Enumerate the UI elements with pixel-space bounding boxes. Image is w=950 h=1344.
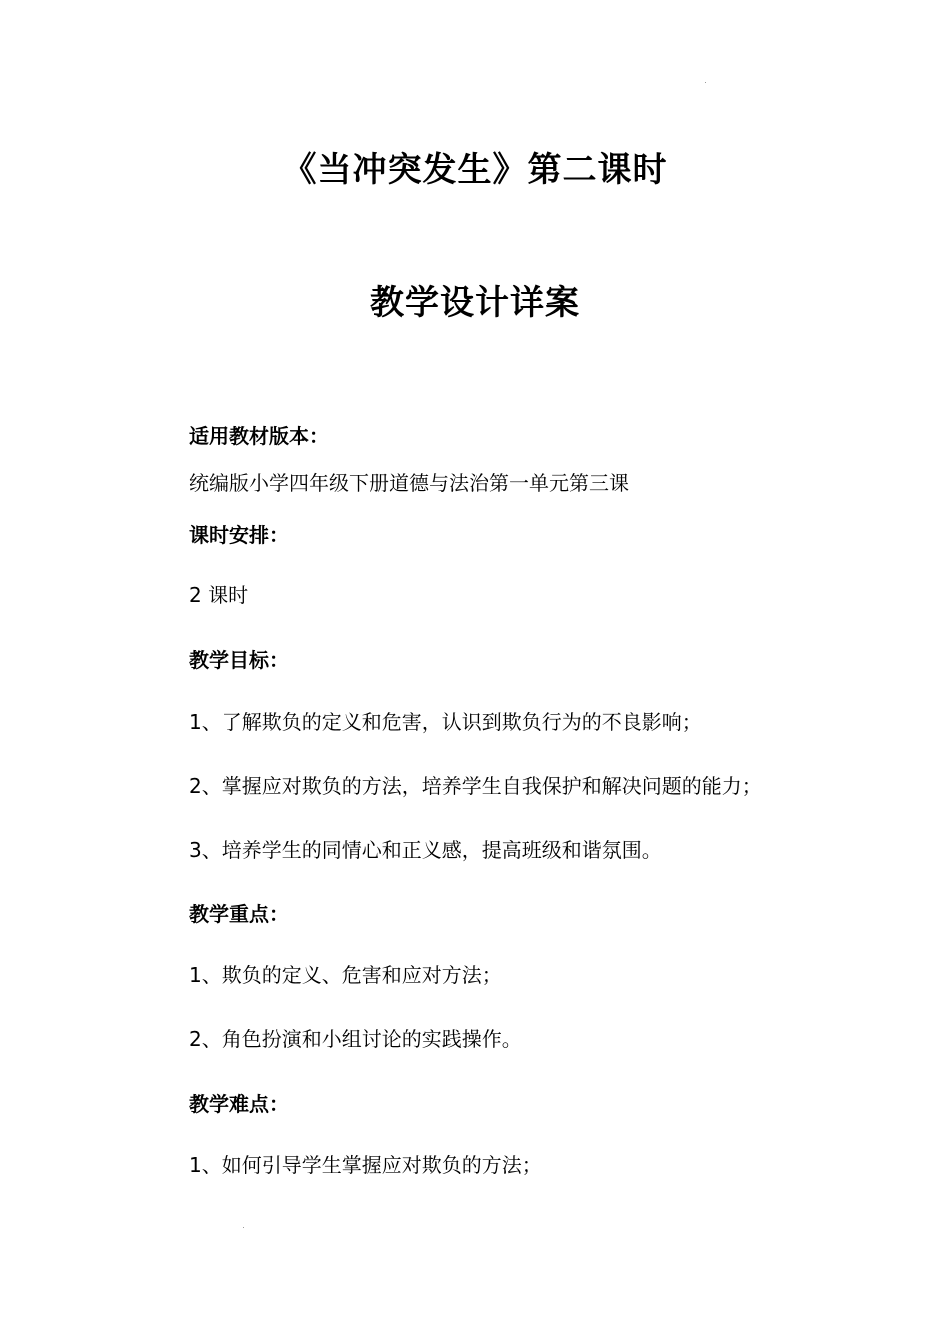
scan-speck	[705, 82, 706, 83]
objective-item: 2、掌握应对欺负的方法，培养学生自我保护和解决问题的能力；	[189, 774, 762, 798]
difficulty-item: 1、如何引导学生掌握应对欺负的方法；	[189, 1153, 542, 1177]
key-point-item: 1、欺负的定义、危害和应对方法；	[189, 963, 502, 987]
key-point-item: 2、角色扮演和小组讨论的实践操作。	[189, 1027, 522, 1051]
heading-textbook-version: 适用教材版本：	[189, 424, 329, 448]
heading-teaching-objectives: 教学目标：	[189, 648, 289, 672]
class-schedule-text: 2 课时	[189, 583, 249, 607]
document-subtitle: 教学设计详案	[370, 283, 580, 323]
heading-difficulties: 教学难点：	[189, 1092, 289, 1116]
objective-item: 1、了解欺负的定义和危害，认识到欺负行为的不良影响；	[189, 710, 702, 734]
objective-item: 3、培养学生的同情心和正义感，提高班级和谐氛围。	[189, 838, 662, 862]
heading-key-points: 教学重点：	[189, 902, 289, 926]
scan-speck	[243, 1227, 244, 1228]
heading-class-schedule: 课时安排：	[189, 523, 289, 547]
document-title: 《当冲突发生》第二课时	[282, 150, 668, 190]
textbook-version-text: 统编版小学四年级下册道德与法治第一单元第三课	[189, 471, 629, 495]
